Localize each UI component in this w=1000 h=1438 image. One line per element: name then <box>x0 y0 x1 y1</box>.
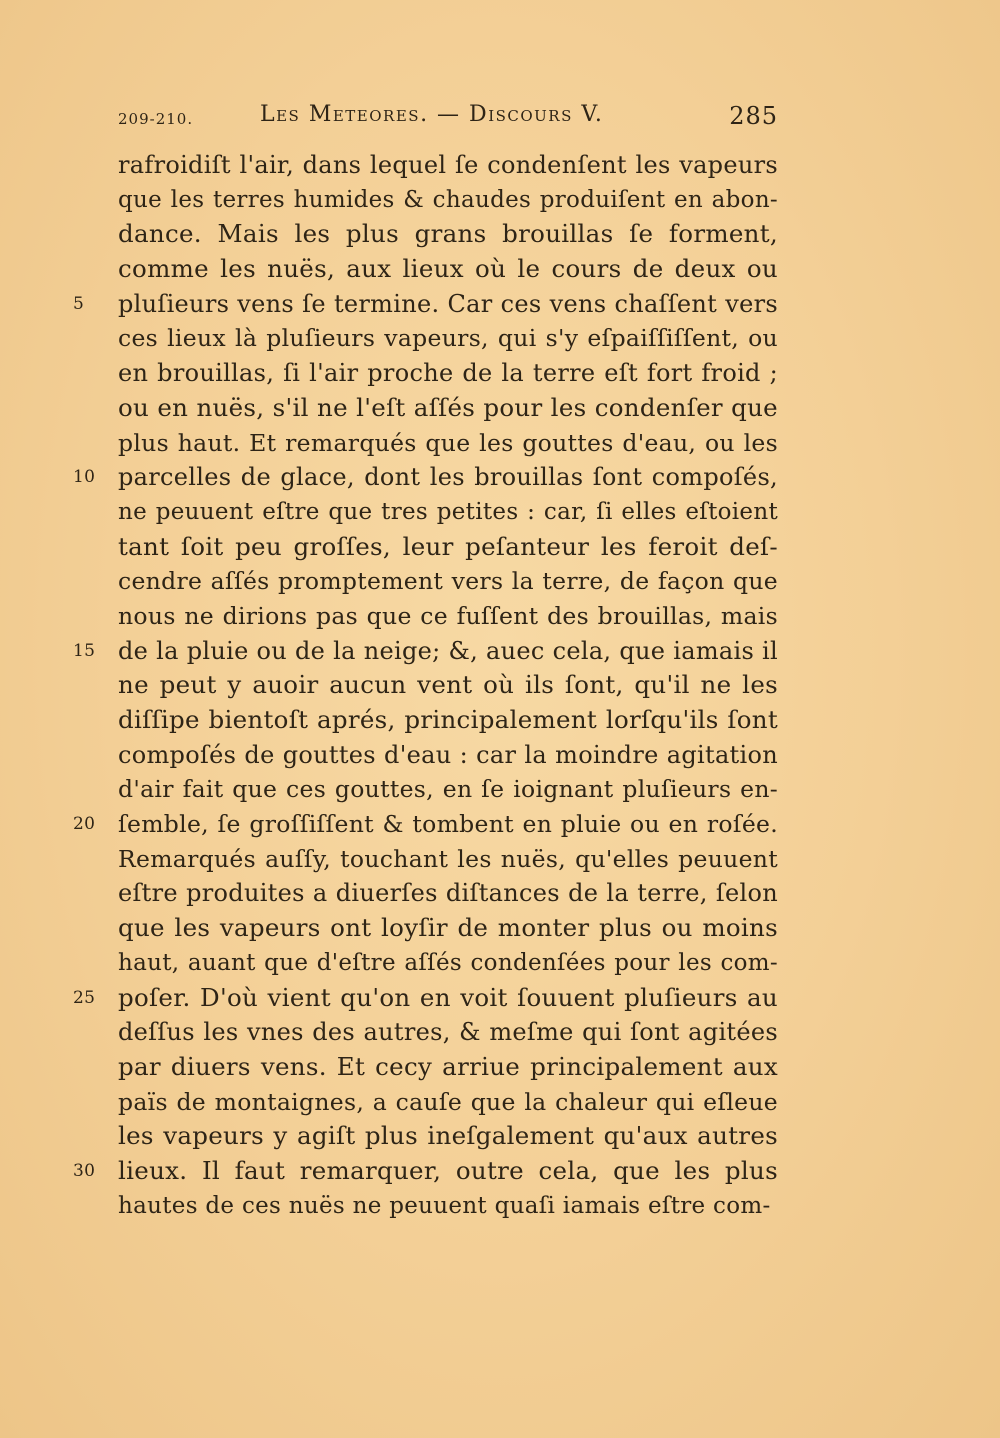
text-line: ne peuuent eſtre que tres petites : car, ſi elles eſtoient <box>118 498 778 525</box>
text-line: 30 lieux. Il faut remarquer, outre cela, que les plus <box>118 1154 778 1189</box>
text-line: rafroidiſt l'air, dans lequel ſe condenſent les vapeurs <box>118 151 778 179</box>
line-number: 10 <box>73 467 96 488</box>
text-line: les vapeurs y agiſt plus ineſgalement qu'aux autres <box>118 1121 778 1151</box>
text-line: que les terres humides & chaudes produiſent en abon- <box>118 186 778 213</box>
text-line: par diuers vens. Et cecy arriue principalement aux <box>118 1051 778 1081</box>
text-line: en brouillas, ſi l'air proche de la terre eſt fort froid ; <box>118 359 778 388</box>
text-line: dance. Mais les plus grans brouillas ſe forment, <box>118 219 778 249</box>
folio-reference: 209-210. <box>118 110 194 128</box>
text-line: plus haut. Et remarqués que les gouttes d'eau, ou les <box>118 428 778 457</box>
text-line: cendre aſſés promptement vers la terre, de façon que <box>118 567 778 596</box>
text-line: haut, auant que d'eſtre aſſés condenſées pour les com- <box>118 949 778 976</box>
text-line: comme les nuës, aux lieux où le cours de deux ou <box>118 254 778 284</box>
line-number: 25 <box>73 987 96 1008</box>
text-line: 10 parcelles de glace, dont les brouillas ſont compoſés, <box>118 460 778 495</box>
text-line: deſſus les vnes des autres, & meſme qui ſont agitées <box>118 1018 778 1047</box>
text-line: tant ſoit peu groſſes, leur peſanteur les feroit deſ- <box>118 531 778 561</box>
page-header <box>118 102 778 134</box>
line-number: 15 <box>73 640 96 661</box>
text-line: 15 de la pluie ou de la neige; &, auec cela, que iamais il <box>118 634 778 669</box>
running-title: Les Meteores. — Discours V. <box>260 102 604 127</box>
line-number: 30 <box>73 1160 96 1181</box>
text-line: hautes de ces nuës ne peuuent quaſi iamais eſtre com- <box>118 1192 771 1219</box>
page-number: 285 <box>729 102 778 130</box>
text-line: que les vapeurs ont loyſir de monter plus ou moins <box>118 913 778 943</box>
line-number: 5 <box>73 293 85 314</box>
text-line: 20 ſemble, ſe groſſiſſent & tombent en pluie ou en roſée. <box>118 807 778 842</box>
text-line: païs de montaignes, a cauſe que la chaleur qui eſleue <box>118 1087 778 1116</box>
text-line: eſtre produites a diuerſes diſtances de la terre, ſelon <box>118 879 778 908</box>
text-line: ne peut y auoir aucun vent où ils ſont, qu'il ne les <box>118 670 778 700</box>
text-line: diſſipe bientoſt aprés, principalement lorſqu'ils ſont <box>118 705 778 734</box>
text-line: ou en nuës, s'il ne l'eſt aſſés pour les condenſer que <box>118 392 778 422</box>
line-number: 20 <box>73 814 96 835</box>
text-line: d'air fait que ces gouttes, en ſe ioignant pluſieurs en- <box>118 775 778 804</box>
text-line: 5 pluſieurs vens ſe termine. Car ces vens chaſſent vers <box>118 287 778 322</box>
text-line: 25 poſer. D'où vient qu'on en voit ſouuent pluſieurs au <box>118 981 778 1016</box>
text-line: compoſés de gouttes d'eau : car la moindre agitation <box>118 740 778 769</box>
text-line: nous ne dirions pas que ce fuſſent des brouillas, mais <box>118 601 778 630</box>
text-line: Remarqués auſſy, touchant les nuës, qu'elles peuuent <box>118 844 778 873</box>
text-line: ces lieux là pluſieurs vapeurs, qui s'y eſpaiſſiſſent, ou <box>118 324 778 353</box>
body-text <box>73 148 778 1223</box>
